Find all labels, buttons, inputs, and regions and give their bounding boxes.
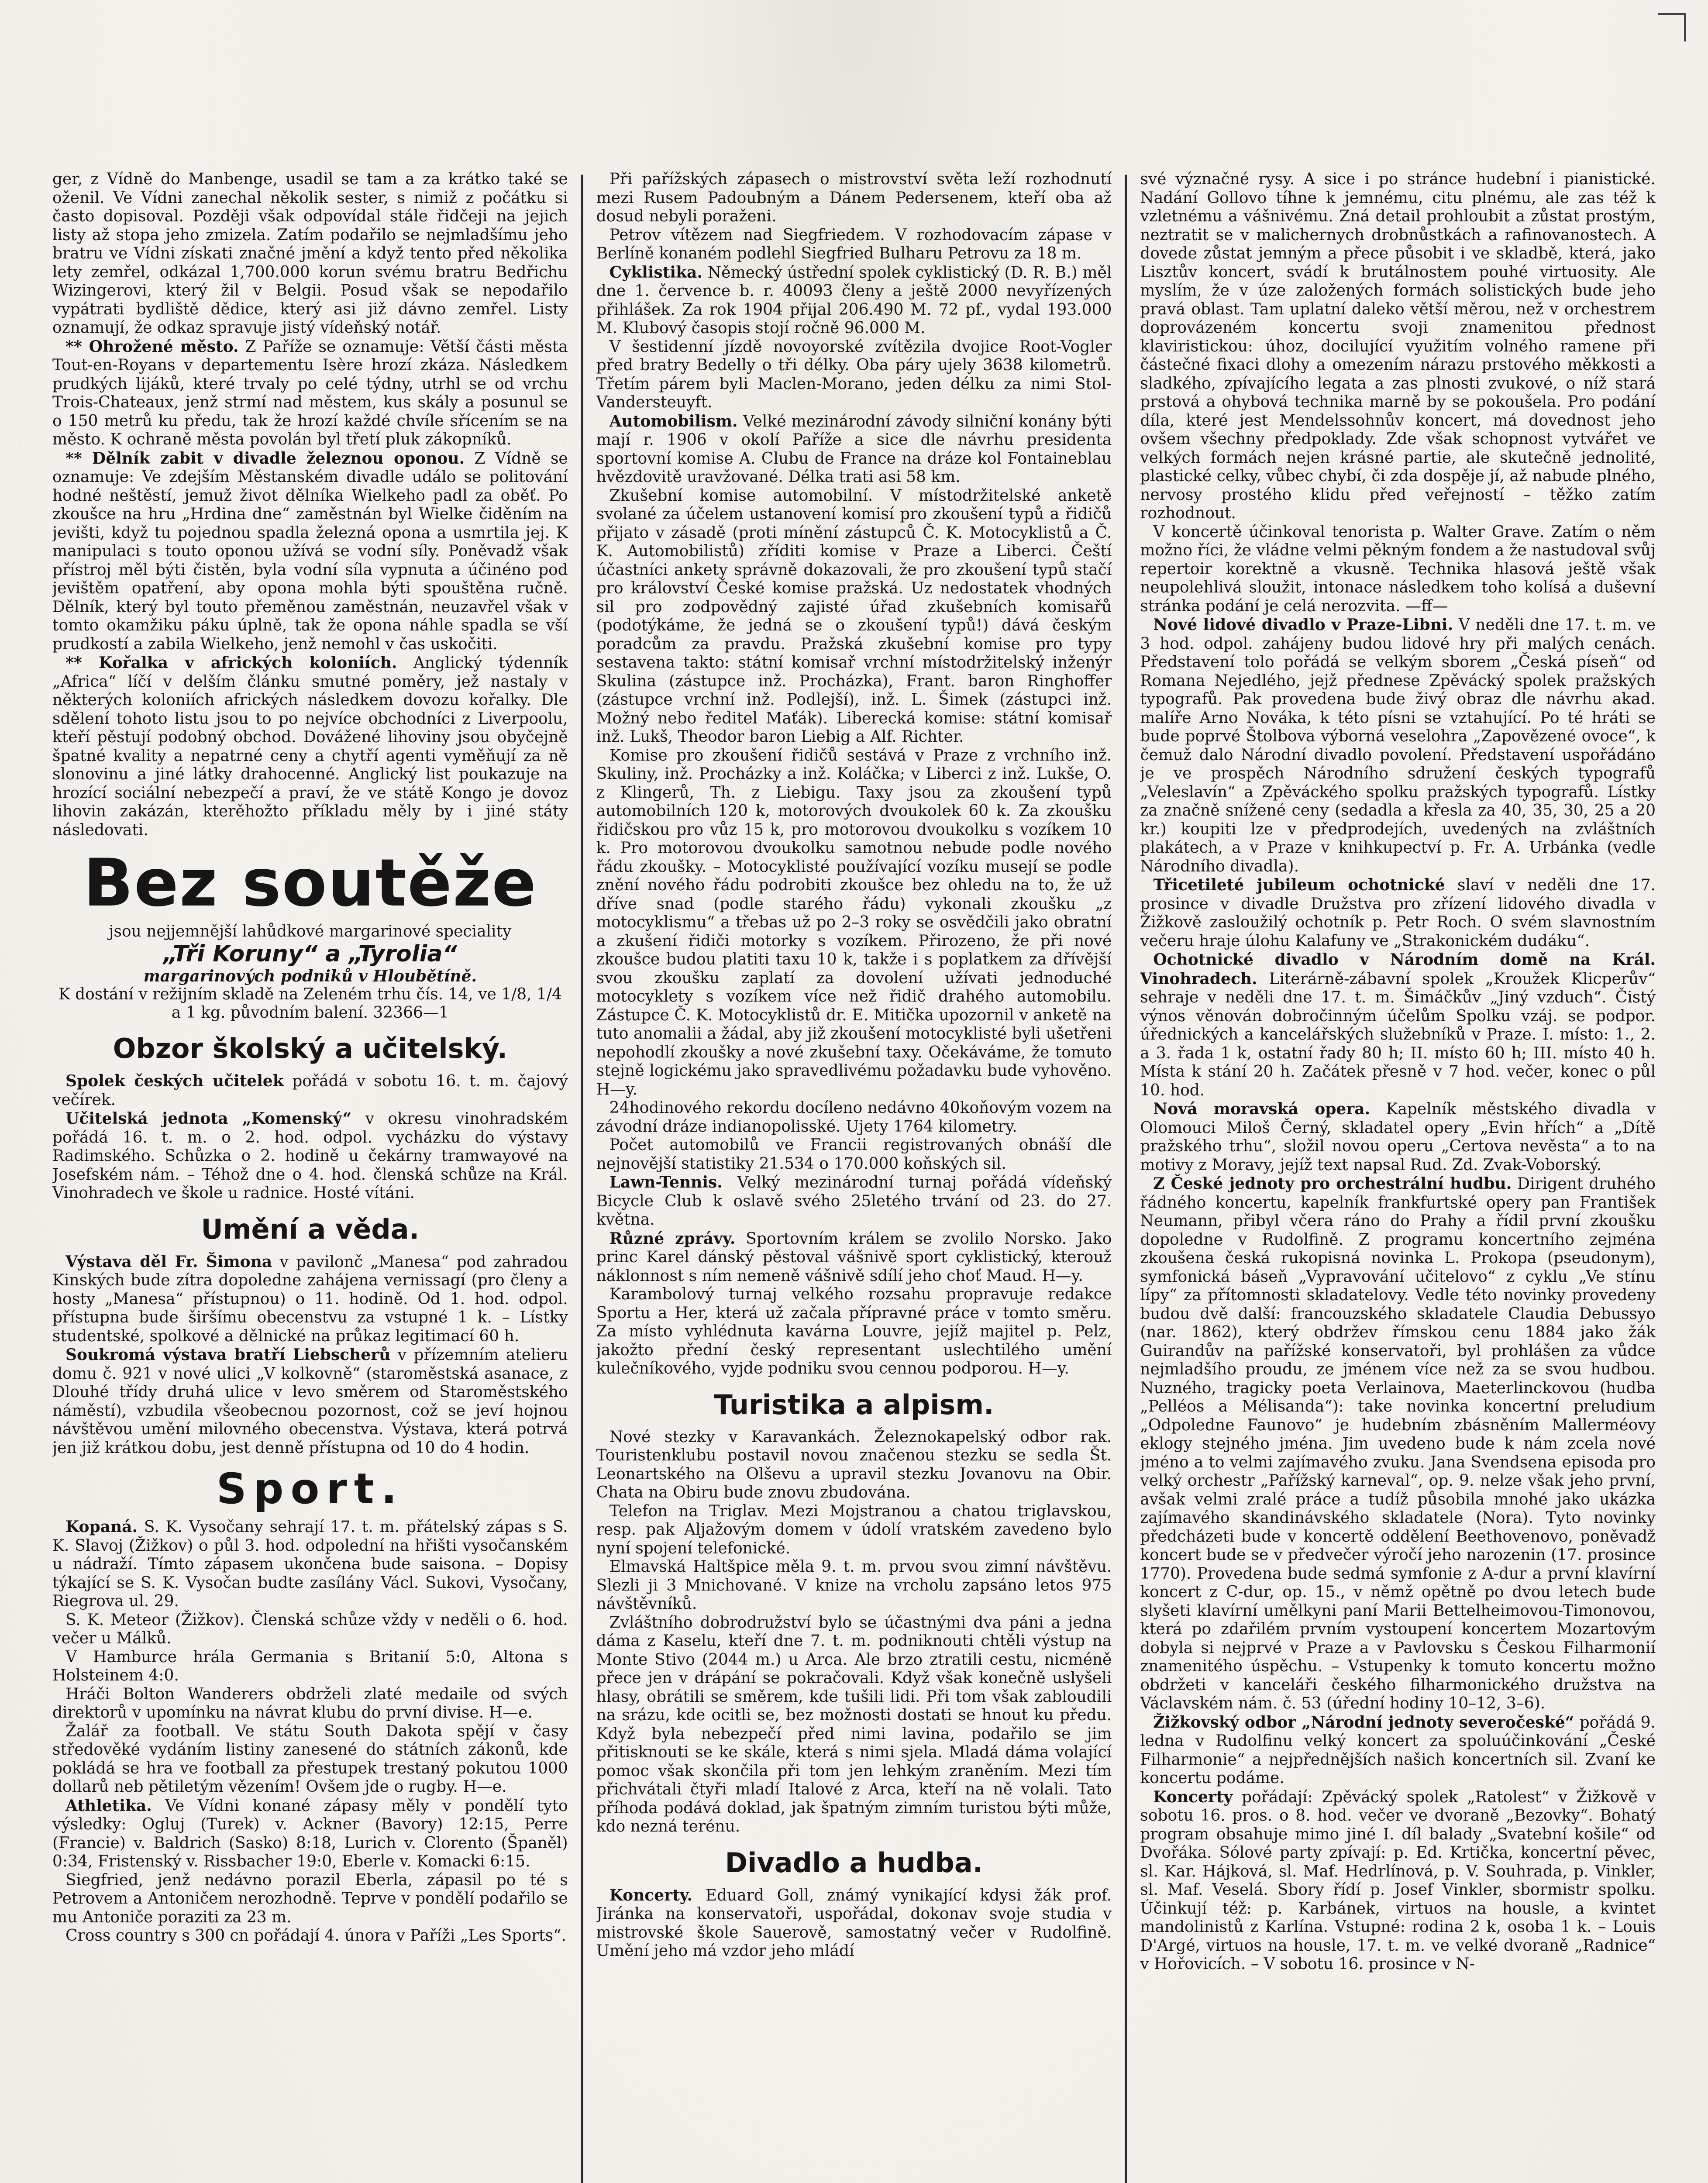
article [52,1722,568,1797]
column-1 [52,170,568,2183]
signature: H—e. [463,1778,507,1796]
signature: —ff— [1405,597,1448,615]
article-lead: Cyklistika. [609,263,702,282]
article-text: Elmavská Haltšpice měla 9. t. m. prvou svou zimní návštěvu. Slezli ji 3 Mnichované. V knize na vrcholu zapsáno letos 975 návštěvníků. [596,1558,1112,1613]
article-text: Z Vídně se oznamuje: Ve zdejším Městanském divadle událo se politování hodné neštěstí, jemuž život dělníka Wielkeho padl za oběť. Po zkoušce na hru „Hrdina dne“ zaměstnán byl Wielke čiděním na jevišti, když tu pojednou spadla železná opona a usmrtila jej. K manipulaci s touto oponou užívá se vodní síly. Poněvadž však přístroj měl býti čistěn, byla vodní síla vypnuta a účinéno pod jevištěm opatření, aby opona mohla býti spouštěna ručně. Dělník, který byl touto přeměnou zaměstnán, neuzavřel však v tomto okamžiku páku úplně, tak že opona náhle spadla se vší prudkostí a zabila Wielkeho, jenž nemohl v čas uskočiti. [52,449,568,653]
article [52,1797,568,1871]
article-text: Velké mezinárodní závody silniční konány býti mají r. 1906 v okolí Paříže a sice dle návrhu presidenta sportovní komise A. Clubu de France na dráze kol Fontaineblau hvězdovitě uravžované. Délka trati asi 58 km. [596,412,1112,486]
article-text: pořádají: Zpěvácký spolek „Ratolest“ v Žižkově v sobotu 16. pros. o 8. hod. večer ve dvoraně „Bezovky“. Bohatý program obsahuje mimo jiné I. díl balady „Svatební košile“ od Dvořáka. Sólové party zpívají: p. Ed. Krtička, koncertní pěvec, sl. Kar. Hájková, sl. Maf. Hedrlínová, p. V. Souhrada, p. Vinkler, sl. Maf. Veselá. Sbory řídí p. Josef Vinkler, sbormistr spolku. Účinkují též: p. Karbánek, virtuos na housle, a kvintet mandolinistů z Karlína. Vstupné: rodina 2 k, osoba 1 k. – Louis D'Argé, virtuos na housle, 17. t. m. ve velké dvoraně „Radnice“ v Hořovicích. – V sobotu 16. prosince v N- [1140,1788,1656,1973]
article-text: Komise pro zkoušení řidičů sestává v Praze z vrchního inž. Skuliny, inž. Procházky a inž. Koláčka; v Liberci z inž. Lukše, O. z Klingerů, Th. z Liebigu. Taxy jsou za zkoušení typů automobilních 120 k, motorových dvoukolek 60 k. Za zkoušku řidičskou pro vůz 15 k, pro motorovou dvoukolku s vozíkem 10 k. Pro motorovou dvoukolku samotnou nebude podle nového řádu zkoušky. – Motocyklisté používající vozíku musejí se podle znění nového řádu podrobiti zkoušce bez ohledu na to, že už dříve snad (podle starého řádu) vykonali zkoušku „z motocyklismu“ a třebas už po 2–3 roky se osvědčili jako obratní a zkušení řidiči motorky s vozíkem. Přirozeno, že při nové zkoušce budou platiti taxu 10 k, takže i s poplatkem za dřívější svou zkoušku zaplatí za dovolení užívati jednoduché motocyklety s vozíkem více než řidič drahého automobilu. Zástupce Č. K. Motocyklistů dr. E. Mitička upozornil v anketě na tuto anomalii a žádal, aby již zkoušení motocyklisté byli ušetřeni nepohodlí zkoušky a nové zkušební taxy. Očekáváme, že tomuto stejně logickému jako spravedlivému požadavku bude vyhověno. [596,746,1112,1080]
columns [52,170,1656,2183]
article-text: v okresu vinohradském pořádá 16. t. m. o 2. hod. odpol. vycházku do výstavy Radimského. Schůzka o 2. hodině u čekárny tramwayové na Josefském nám. – Téhož dne o 4. hod. členská schůze na Král. Vinohradech ve škole u radnice. Hosté vítáni. [52,1110,568,1202]
signature: H—e. [489,1704,533,1722]
article [52,1253,568,1346]
section-heading: Sport. [216,1464,404,1513]
signature: H—y. [1028,1360,1069,1377]
article-lead: Athletika. [65,1796,152,1815]
article-text: V šestidenní jízdě novoyorské zvítězila dvojice Root-Vogler před bratry Bedelly o tři délky. Oba páry ujely 3638 kilometrů. Třetím párem byli Maclen-Morano, jeden délku za nimi Stol-Vandersteuyft. [596,337,1112,411]
article-text: V Hamburce hrála Germania s Britanií 5:0, Altona s Holsteinem 4:0. [52,1648,568,1684]
article-text: Literárně-zábavní spolek „Kroužek Klicperův“ sehraje v neděli dne 17. t. m. Šimáčkův „Jiný vzduch“. Čistý výnos věnován dobročinným účelům Spolku vzáj. se podpor. úřednických a kancelářských služebníků v Praze. I. místo: 1., 2. a 3. řada 1 k, ostatní řady 80 h; II. místo 60 h; III. místo 40 h. Místa k stání 20 h. Začátek přesně v 7 hod. večer, konec o půl 10. hod. [1140,970,1656,1099]
ad-line: margarinových podniků v Hloubětíně. [143,967,477,985]
article-text: V koncertě účinkoval tenorista p. Walter Grave. Zatím o něm možno říci, že vládne velmi pěkným fondem a že nastudoval svůj repertoir korektně a vkusně. Technika hlasová ještě však neupolehlivá sloužit, intonace následkem toho kolísá a duševní stránka podání je celá nerozvita. [1140,523,1656,615]
advertisement [52,845,568,1022]
article-lead: Kopaná. [65,1518,138,1536]
article [52,449,568,654]
article [1140,1174,1656,1713]
article-text: Nové stezky v Karavankách. Železnokapelský odbor rak. Touristenklubu postavil novou značenou stezku se sedla Št. Leonartského na Olševu a upravil stezku Jovanovu na Obir. Chata na Obiru bude znovu zbudována. [596,1428,1112,1501]
article-text: pořádá v sobotu 16. t. m. čajový večírek. [52,1072,568,1109]
article-lead: Třicetileté jubileum ochotnické [1153,876,1445,894]
article-text: pořádá 9. ledna v Rudolfinu velký koncert za spoluúčinkování „České Filharmonie“ a nejpřednějších našich koncertních sil. Zvaní ke koncertu podáme. [1140,1713,1656,1787]
article [1140,876,1656,950]
article [1140,1788,1656,1974]
article [52,1109,568,1203]
article [596,263,1112,338]
article-text: v přízemním atelieru domu č. 921 v nové ulici „V kolkovně“ (staroměstská asanace, z Dlouhé třídy druhá ulice v levo směrem od Staroměstského náměstí), vzbudila všeobecnou pozornost, což se jeví hojnou návštěvou umění milovného obecenstva. Výstava, která potrvá jen již krátkou dobu, jest denně přístupna od 10 do 4 hodin. [52,1346,568,1457]
column-rule [1125,175,1127,2183]
article [1140,523,1656,616]
article-text: své význačné rysy. A sice i po stránce hudební i pianistické. Nadání Gollovo tíhne k jemnému, citu plnému, ale zas též k vzletnému a vášnivému. Zná detail prohloubit a zůstat prostým, neztratit se v malichernych drobnůstkách a rafinovanostech. A dovede zůstat jemným a přece působit i ve skladbě, která, jako Lisztův koncert, svádí k brutálnostem pouhé virtuosity. Ale myslím, že v úze založených formách solistických bude jeho pravá oblast. Tam uplatní daleko větší měrou, než v orchestrem doprovázeném koncertu svoji znamenitou přednost klaviristickou: úhoz, docilující využitím volného ramene při částečné fixaci dlohy a omezením nárazu prstového měkkosti a sladkého, zpívajícího legata a zas plnosti zvukové, o níž stará prstová a ohybová technika marně by se pokoušela. Pro podání díla, které jest Mendelssohnův koncert, má dovednost jeho ovšem všechny předpoklady. Zde však schopnost vytvářet ve velkých formách nejen krásné partie, ale skutečně jednolité, plastické celky, vůbec chybí, či zda dospěje jí, až nabude plného, nervosy prostého klidu před veřejností – těžko zatím rozhodnout. [1140,170,1656,522]
column-rule [581,175,583,2183]
article-text: Počet automobilů ve Francii registrovaných obnáší dle nejnovější statistiky 21.534 o 170.000 koňských sil. [596,1136,1112,1173]
article-text: Zvláštního dobrodružství bylo se účastnými dva páni a jedna dáma z Kaselu, kteří dne 7. t. m. podniknouti chtěli výstup na Monte Stivo (2044 m.) u Arca. Ale brzo ztratili cestu, nicméně přece jen v drápání se pokračovali. Když však konečně uslyšeli hlasy, obrátili se směrem, kde tušili lidi. Při tom však zabloudili na srázu, kde ocitli se, bez možnosti dostati se hnout ku předu. Když byla nebezpečí před nimi lavina, podařilo se jim přitisknouti se ke skále, která s nimi sjela. Mladá dáma volající pomoc však skončila při tom jen lehkým zraněním. Mezi tím přichvátali čtyři mladí Italové z Arca, kteří na ně volali. Tato příhoda podává doklad, jak špatným zimním turistou býti může, kdo nezná terénu. [596,1613,1112,1835]
article [52,1072,568,1109]
article-lead: Výstava děl Fr. Šimona [65,1252,272,1271]
article [52,654,568,840]
ad-line [52,985,568,1022]
article-lead: Nové lidové divadlo v Praze-Libni. [1153,616,1453,634]
article-text: Telefon na Triglav. Mezi Mojstranou a chatou triglavskou, resp. pak Aljažovým domem v údolí vratském zavedeno bylo nyní spojení telefonické. [596,1502,1112,1557]
article [52,1346,568,1457]
article-text: V neděli dne 17. t. m. ve 3 hod. odpol. zahájeny budou lidové hry při malých cenách. Představení tolo pořádá se velkým sborem „Česká píseň“ od Romana Nejedlého, jejž přednese Zpěvácký spolek pražských typografů. Pak provedena bude živý obraz dle návrhu akad. malíře Arno Nováka, k této písni se vztahující. Po té hráti se bude poprvé Štolbova výborná veselohra „Zapovězené ovoce“, k čemuž dalo Národní divadlo povolení. Představení uspořádáno je ve prospěch Národního sdružení českých typografů „Veleslavín“ a Zpěváckého spolku pražských typografů. Lístky za značně snížené ceny (sedadla a křesla za 40, 35, 30, 25 a 20 kr.) koupiti lze v předprodejích, uvedených na zvláštních plakátech, a v Praze v knihkupectví p. Fr. A. Urbánka (vedle Národního divadla). [1140,616,1656,875]
ad-brands: „Tři Koruny“ a „Tyrolia“ [163,941,457,967]
article-text: Cross country s 300 cn pořádají 4. února v Paříži „Les Sports“. [65,1927,566,1945]
article-text: Velký mezinárodní turnaj pořádá vídeňský Bicycle Club k oslavě svého 25letého trvání od 23. do 27. května. [596,1174,1112,1229]
page-corner-mark [1658,13,1686,41]
article [1140,950,1656,1100]
article [52,337,568,449]
section-heading: Umění a věda. [201,1213,420,1245]
article-text: Při pařížských zápasech o mistrovství světa leží rozhodnutí mezi Rusem Padoubným a Dánem Pedersenem, kteří oba až dosud nebyli poraženi. [596,170,1112,225]
article [596,1173,1112,1229]
article-text: Žalář za football. Ve státu South Dakota spějí v časy středověké vydáním listiny zanesené do státních zákonů, kde pokládá se hra ve football za přestupek trestaný pokutou 1000 dollarů neb pětiletým vězením! Ovšem jde o rugby. [52,1722,568,1796]
article-lead: Soukromá výstava bratří Liebscherů [65,1346,391,1364]
article-text: Eduard Goll, známý vynikající kdysi žák prof. Jiránka na konservatoři, uspořádal, dokonav svoje studia v mistrovské škole Sauerově, samostatný večer v Rudolfině. Umění jeho má vzdor jeho mládí [596,1886,1112,1960]
article-text: Karambolový turnaj velkého rozsahu propravuje redakce Sportu a Her, která už začala přípravné práce v tomto směru. Za místo vyhlédnuta kavárna Louvre, jejíž majitel p. Pelz, jakožto přední český representant uslechtilého umění kulečníkového, vyjde podniku svou cennou podporou. [596,1285,1112,1377]
ad-code: 32366—1 [373,1004,449,1022]
article-text: Zkušební komise automobilní. V místodržitelské anketě svolané za účelem ustanovení komisí pro zkoušení typů a řidičů přijato v zásadě (proti mínění zástupců Č. K. Motocyklistů a Č. K. Automobilistů) zříditi komise v Praze a Liberci. Čeští účastníci ankety správně dokazovali, že pro zkoušení typů stačí pro království České komise pražská. Uz nedostatek vhodných sil pro zodpovědný zajisté úřad zkušebních komisařů (podotýkáme, že jedná se o zkoušení typů!) dává českým poradcům za pravdu. Pražská zkušební komise pro typy sestavena takto: státní komisař vrchní místodržitelský inženýr Skulina (zástupce inž. Procházka), Frant. baron Ringhoffer (zástupce vrchní inž. Podlejší), inž. L. Šimek (zástupci inž. Možný nebo ředitel Maťák). Liberecká komise: státní komisař inž. Lukš, Theodor baron Liebig a Alf. Richter. [596,486,1112,746]
ad-text: K dostání v režijním skladě na Zeleném trhu čís. 14, ve 1/8, 1/4 a 1 kg. původním balení. [58,985,562,1022]
article-lead: Žižkovský odbor „Národní jednoty severočeské“ [1153,1713,1574,1732]
article-text: v pavilonč „Manesa“ pod zahradou Kinských bude zítra dopoledne zahájena vernissagí (pro členy a hosty „Manesa“ přístupnou) o 11. hodině. Od 1. hod. odpol. přístupna bude širšímu obecenstvu za vstupné 1 k. – Lístky studentské, spolkové a dělnické na průkaz legitimací 60 h. [52,1253,568,1345]
article-text: slaví v neděli dne 17. prosince v divadle Družstva pro zřízení lidového divadla v Žižkově zasloužilý ochotník p. Petr Roch. O svém slavnostním večeru hraje úlohu Kalafuny ve „Strakonickém dudáku“. [1140,876,1656,950]
article-text: S. K. Meteor (Žižkov). Členská schůze vždy v neděli o 6. hod. večer u Málků. [52,1611,568,1647]
article-lead: Koncerty. [609,1886,693,1904]
article-text: Německý ústřední spolek cyklistický (D. R. B.) měl dne 1. července b. r. 40093 členy a ještě 2000 nevyřízených přihlášek. Za rok 1904 přijal 206.490 M. 72 pf., vydal 193.000 M. Klubový časopis stojí ročně 96.000 M. [596,263,1112,337]
article [596,747,1112,1099]
article-text: Sportovním králem se zvolilo Norsko. Jako princ Karel dánský pěstoval vášnivě sport cyklistický, kterouž náklonnost s ním nemeně vášnivě sdílí jeho choť Maud. [596,1229,1112,1285]
article [1140,1713,1656,1788]
article-text: Siegfried, jenž nedávno porazil Eberla, zápasil po té s Petrovem a Antoničem nerozhodně. Teprve v pondělí podařilo se mu Antoniče poraziti za 23 m. [52,1871,568,1926]
article-lead: ** Ohrožené město. [65,337,239,356]
article [596,1229,1112,1286]
article [596,1285,1112,1378]
article-text: Hráči Bolton Wanderers obdrželi zlaté medaile od svých direktorů v upomínku na návrat klubu do první divise. [52,1685,568,1722]
ad-line: jsou nejjemnější lahůdkové margarinové speciality [109,923,512,940]
article-lead: Automobilism. [609,412,738,430]
article-lead: Učitelská jednota „Komenský“ [65,1109,352,1128]
signature: H—y. [596,1080,638,1098]
article [52,1518,568,1611]
article-text: Ve Vídni konané zápasy měly v pondělí tyto výsledky: Ogluj (Turek) v. Ackner (Bavory) 12:15, Perre (Francie) v. Baldrich (Sasko) 8:18, Lurich v. Clorento (Španěl) 0:34, Fristenský v. Rissbacher 19:0, Eberle v. Komacki 6:15. [52,1797,568,1870]
article-lead: ** Kořalka v afrických koloniích. [65,654,397,672]
article [1140,1100,1656,1174]
column-3 [1140,170,1656,2183]
section-heading: Divadlo a hudba. [725,1846,983,1879]
column-2 [596,170,1112,2183]
article-text: Dirigent druhého řádného koncertu, kapelník frankfurtské opery pan František Neumann, přibyl včera ráno do Prahy a řídil první zkoušku dopoledne v Rudolfině. Z programu koncertního zejména zkoušena česká rukopisná novinka L. Prokopa (pseudonym), symfonická báseň „Vypravování učitelovo“ z cyklu „Ve stínu lípy“ za přítomnosti skladatelovy. Vedle této novinky provedeny budou dvě další: francouzského skladatele Claudia Debussyo (nar. 1862), který obdržev římskou cenu 1884 jako žák Guirandův na pařížské konservatoři, byl prohlášen za vůdce nejmladšího proudu, ze jménem více než za se svou hudbou. Nuzného, tragicky poeta Verlainova, Maeterlinckovou (hudba „Pelléos a Mélisanda“): take novinka koncertní preludium „Odpoledne Faunovo“ je hudebním zbásněním Mallerméovy eklogy stejného jména. Jim uvedeno bude k nám zcela nové jméno a to velmi zajímavého zvuku. Jana Svendsena episoda pro velký orchestr „Pařížský karneval“, op. 9. nelze však jeho první, avšak velmi zralé práce a tudíž působila mnohé jako ukázka zajímavého skandinávského skladatele (Nora). Tyto novinky předcházeti bude v koncertě oddělení Beethovenovo, poněvadž koncert bude se v předvečer výročí jeho narozenin (17. prosince 1770). Provedena bude sedmá symfonie z A-dur a první klavírní koncert z C-dur, op. 15., v němž opětně po dvou letech bude slyšeti klavírní umělkyni paní Marii Bettelheimovou-Timonovou, která po zdařilém prvním vystoupení koncertem Mozartovým dobyla si nejprvé v Praze a v Pavlovsku s Českou Filharmonií znamenitého úspěchu. – Vstupenky k tomuto koncertu možno obdržeti v kanceláři českého filharmonického družstva na Václavském nám. č. 53 (úřední hodiny 10–12, 3–6). [1140,1175,1656,1712]
article-lead: Spolek českých učitelek [65,1072,284,1090]
article [1140,616,1656,876]
article-lead: Ochotnické divadlo v Národním domě na Král. Vinohradech. [1140,950,1656,988]
article-text: 24hodinového rekordu docíleno nedávno 40koňovým vozem na závodní dráze indianopolisské. Ujety 1764 kilometry. [596,1099,1112,1136]
article [52,1685,568,1722]
article-text: Z Paříže se oznamuje: Větší části města Tout-en-Royans v departementu Isère hrozí zkáza. Následkem prudkých lijáků, které trvaly po celé týdny, utrhl se od vrchu Trois-Chateaux, jenž strmí nad městem, kus skály a posunul se o 150 metrů ku předu, tak že hrozí každé chvíle sřícením se na město. K ochraně města povolán byl třetí pluk zákopníků. [52,337,568,448]
section-heading: Turistika a alpism. [714,1388,994,1421]
article-lead: Koncerty [1153,1787,1233,1806]
article-text: Anglický týdenník „Africa“ líčí v delším článku smutné poměry, jež nastaly v některých koloniích afrických následkem dovozu kořalky. Dle sdělení tohoto listu jsou to po nejvíce obchodníci z Liverpoolu, kteří pěstují podobný obchod. Dovážené lihoviny jsou obyčejně špatné kvality a nepatrné ceny a chytří agenti vyměňují za ně slonovinu a jiné látky drahocenné. Anglický list poukazuje na hrozící sociální nebezpečí a praví, že ve státě Kongo je dovoz lihovin zakázán, kterěhožto příkladu měly by i jiné státy následovati. [52,654,568,839]
article-lead: Z České jednoty pro orchestrální hudbu. [1153,1174,1512,1193]
article-lead: Různé zprávy. [609,1229,736,1248]
article [596,412,1112,487]
article-lead: Nová moravská opera. [1153,1100,1371,1118]
article-text: S. K. Vysočany sehrají 17. t. m. přátelský zápas s S. K. Slavoj (Žižkov) o půl 3. hod. odpolední na hřišti vysočanském u nádraží. Tímto zápasem ukončena bude saisona. – Dopisy týkající se S. K. Vysočan budte zasílány Václ. Sukovi, Vysočany, Riegrova ul. 29. [52,1518,568,1610]
article-lead: Lawn-Tennis. [609,1173,723,1191]
article-lead: ** Dělník zabit v divadle železnou oponou. [65,449,465,468]
article-text: ger, z Vídně do Manbenge, usadil se tam a za krátko také se oženil. Ve Vídni zanechal několik sester, s nimiž z počátku si často dopisoval. Později však odpovídal stále řidčeji na jejich listy až stopa jeho zmizela. Zatím podařilo se nejmladšímu jeho bratru ve Vídni získati značné jmění a když tento před několika lety zemřel, odkázal 1,700.000 korun svému bratru Bedřichu Wizingerovi, který žil v Belgii. Posud však se nepodařilo vypátrati bydliště dědice, který asi již dávno zemřel. Listy oznamují, že odkaz spravuje jistý vídeňský notář. [52,170,568,337]
signature: H—y. [1042,1267,1083,1285]
section-heading: Obzor školský a učitelský. [113,1033,508,1064]
ad-title: Bez soutěže [83,845,537,921]
article-text: Kapelník městského divadla v Olomouci Miloš Černý, skladatel opery „Evin hřích“ a „Dítě pražského trhu“, složil novou operu „Certova nevěsta“ a to na motivy z Moravy, jejíž text napsal Rud. Zd. Zvak-Voborský. [1140,1100,1656,1174]
article-text: Petrov vítězem nad Siegfriedem. V rozhodovacím zápase v Berlíně konaném podlehl Siegfried Bulharu Petrovu za 18 m. [596,226,1112,262]
article [596,1886,1112,1961]
